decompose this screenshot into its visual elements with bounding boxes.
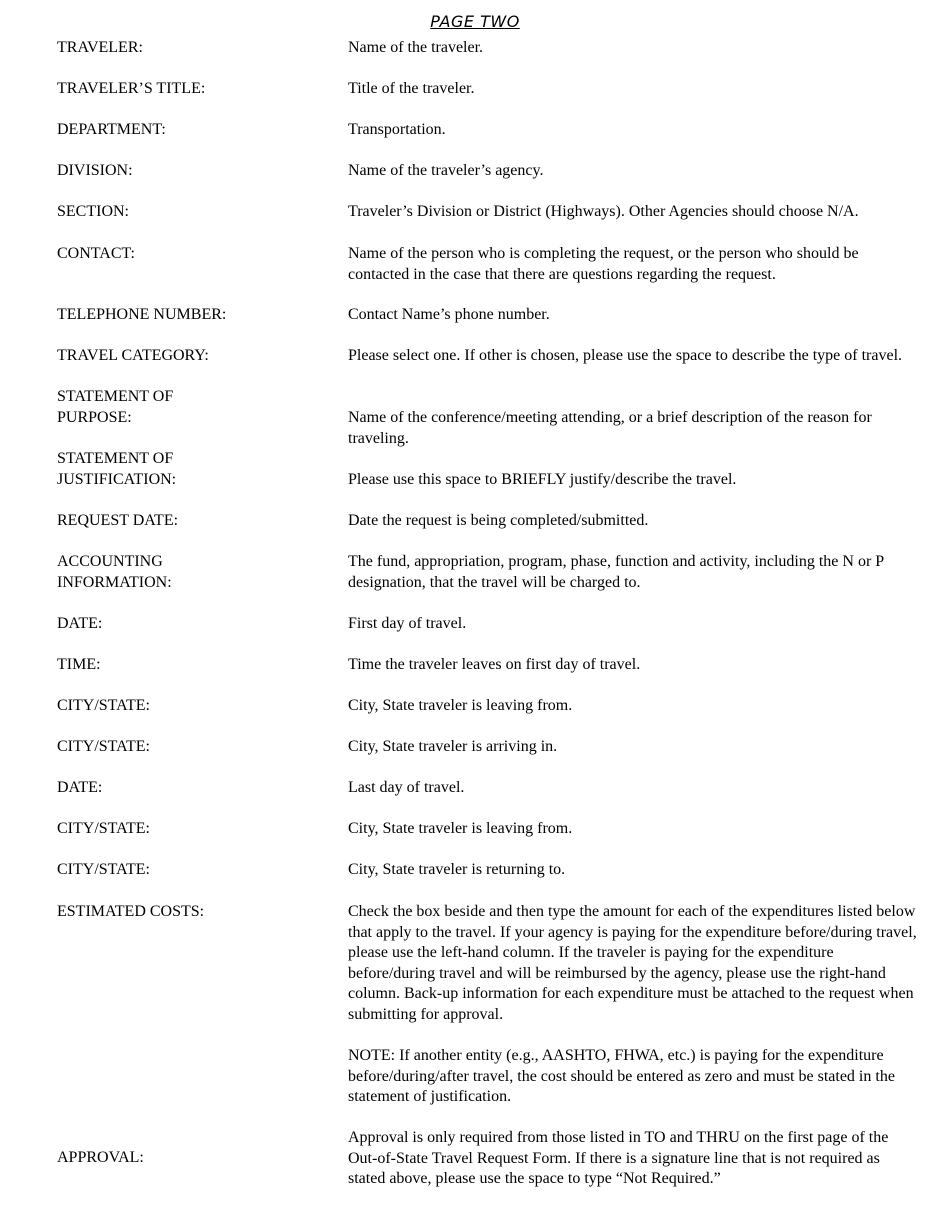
field-label: REQUEST DATE: [57,512,179,529]
field-description: City, State traveler is returning to. [348,861,566,878]
field-label: CITY/STATE: [57,697,150,714]
field-description: City, State traveler is leaving from. [348,697,573,714]
field-label: TELEPHONE NUMBER: [57,306,227,323]
field-label: CITY/STATE: [57,820,150,837]
field-description: Title of the traveler. [348,80,475,97]
field-label: CONTACT: [57,245,135,262]
field-description: City, State traveler is leaving from. [348,820,573,837]
field-description: Traveler’s Division or District (Highways). Other Agencies should choose N/A. [348,203,859,220]
field-description: Last day of travel. [348,779,465,796]
field-label: TRAVEL CATEGORY: [57,347,209,364]
field-description: Name of the conference/meeting attending, or a brief description of the reason for traveling. [348,409,872,447]
field-description: Please use this space to BRIEFLY justify/describe the travel. [348,471,737,488]
field-label: APPROVAL: [57,1149,144,1166]
field-description: Name of the traveler. [348,39,484,56]
field-description: Please select one. If other is chosen, please use the space to describe the type of travel. [348,347,903,364]
field-description: First day of travel. [348,615,467,632]
page-title: PAGE TWO [430,12,520,31]
field-description: City, State traveler is arriving in. [348,738,558,755]
field-label: STATEMENT OF PURPOSE: [57,388,174,426]
estimated-costs-instructions: Check the box beside and then type the amount for each of the expenditures listed below that apply to the travel. If your agency is paying for the expenditure before/during travel, please use the left-hand column. If the traveler is paying for the expenditure before/during travel and will be reimbursed by the agency, please use the right-hand column. Back-up information for each expenditure must be attached to the request when submitting for approval. [348,903,917,1023]
field-label: TIME: [57,656,101,673]
field-description: Approval is only required from those listed in TO and THRU on the first page of the Out-of-State Travel Request Form. If there is a signature line that is not required as stated above, please use the space to type “Not Required.” [348,1129,889,1188]
estimated-costs-note: NOTE: If another entity (e.g., AASHTO, FHWA, etc.) is paying for the expenditure before/during/after travel, the cost should be entered as zero and must be stated in the statement of justification. [348,1047,895,1106]
field-label: TRAVELER’S TITLE: [57,80,206,97]
field-label: DIVISION: [57,162,133,179]
field-description [348,902,918,1108]
field-label: DEPARTMENT: [57,121,166,138]
field-label: ESTIMATED COSTS: [57,903,205,920]
field-description: Contact Name’s phone number. [348,306,550,323]
field-label: SECTION: [57,203,129,220]
field-label: STATEMENT OF JUSTIFICATION: [57,450,177,488]
field-label: DATE: [57,779,103,796]
field-description: Time the traveler leaves on first day of travel. [348,656,641,673]
field-description: Date the request is being completed/submitted. [348,512,649,529]
field-label: ACCOUNTING INFORMATION: [57,553,172,591]
field-description: The fund, appropriation, program, phase, function and activity, including the N or P designation, that the travel will be charged to. [348,553,884,591]
field-description: Name of the person who is completing the request, or the person who should be contacted in the case that there are questions regarding the request. [348,245,859,283]
field-label: CITY/STATE: [57,861,150,878]
field-description: Transportation. [348,121,446,138]
field-description: Name of the traveler’s agency. [348,162,544,179]
field-label: CITY/STATE: [57,738,150,755]
field-label: TRAVELER: [57,39,143,56]
field-label: DATE: [57,615,103,632]
